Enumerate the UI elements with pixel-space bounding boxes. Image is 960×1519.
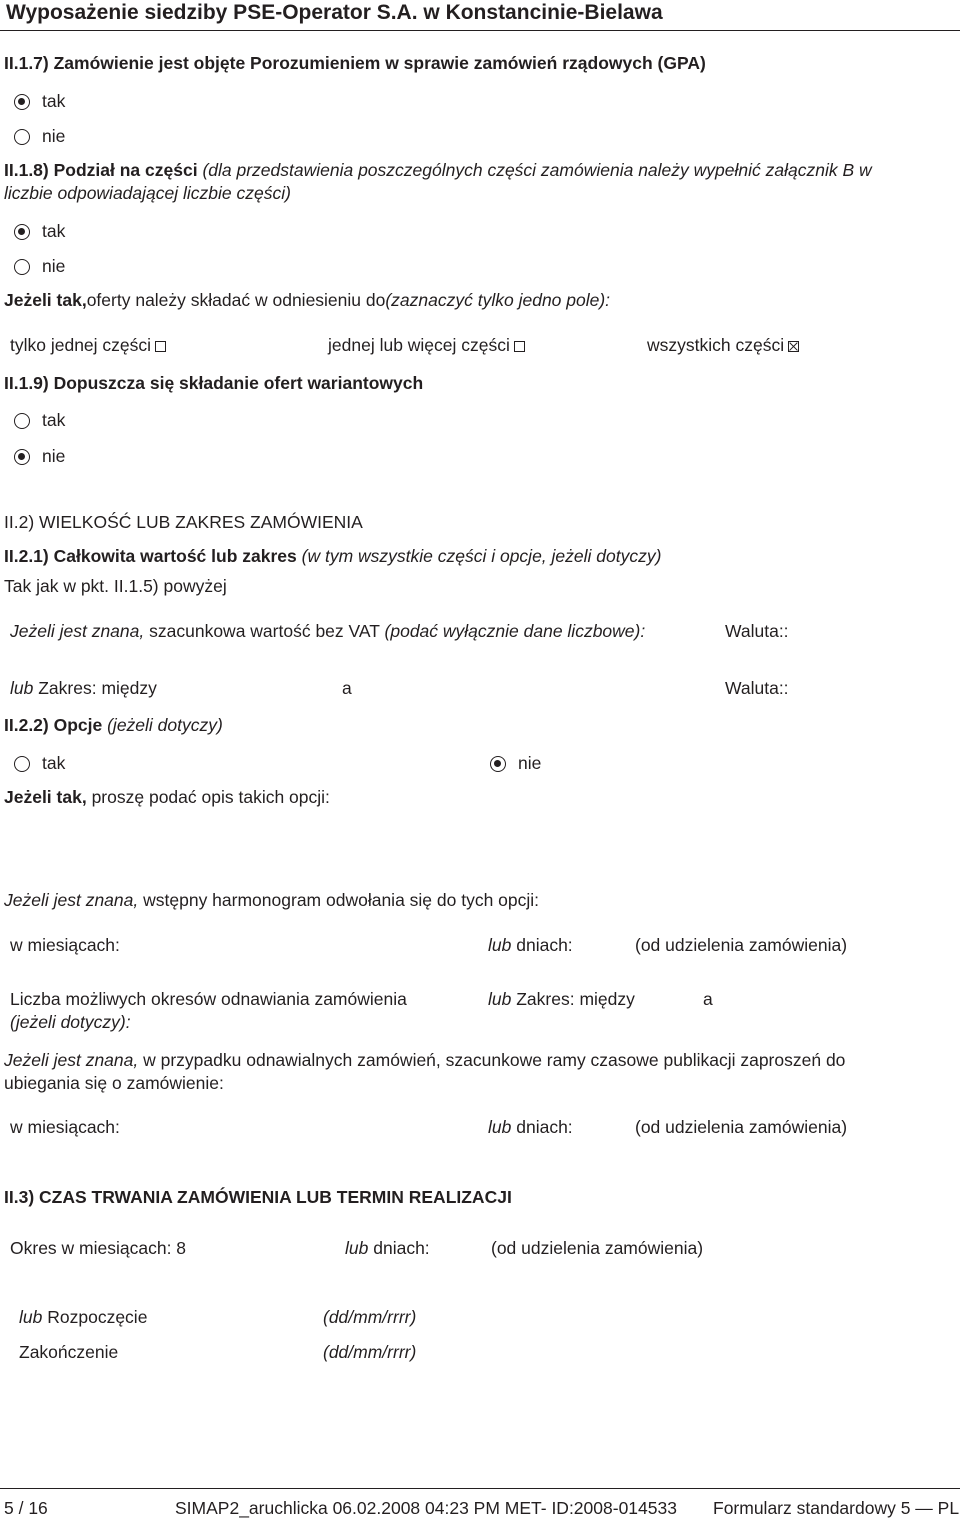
duration-from: (od udzielenia zamówienia) [491, 1238, 704, 1258]
scope-range-text: Zakres: między [38, 678, 157, 698]
options-radio-tak[interactable] [14, 756, 30, 772]
gpa-radio-nie[interactable] [14, 129, 30, 145]
footer-page-number: 5 / 16 [4, 1498, 48, 1518]
schedule-months: w miesiącach: [10, 935, 120, 955]
options-heading-italic: (jeżeli dotyczy) [107, 715, 223, 735]
frame-days [488, 1116, 573, 1138]
page-title: Wyposażenie siedziby PSE-Operator S.A. w Konstancinie-Bielawa [6, 1, 663, 24]
options-heading [4, 714, 223, 736]
scope-currency-2: Waluta:: [725, 678, 789, 698]
footer-form-name: Formularz standardowy 5 — PL [713, 1498, 960, 1518]
duration-days-lub: lub [345, 1238, 369, 1258]
footer-document-id: SIMAP2_aruchlicka 06.02.2008 04:23 PM MET- ID:2008-014533 [175, 1498, 677, 1518]
header-divider [0, 30, 960, 31]
scope-estimate-italic: Jeżeli jest znana, [10, 621, 145, 641]
duration-start [19, 1306, 147, 1328]
frame-text [4, 1049, 845, 1071]
gpa-label-tak: tak [42, 91, 66, 111]
options-desc-bold: Jeżeli tak, [4, 787, 87, 807]
schedule-body: wstępny harmonogram odwołania się do tych opcji: [143, 890, 540, 910]
footer-divider [0, 1488, 960, 1489]
parts-if-yes [4, 289, 610, 311]
parts-heading-bold: II.1.8) Podział na części [4, 160, 198, 180]
options-desc-text: proszę podać opis takich opcji: [91, 787, 330, 807]
parts-heading-line2: liczbie odpowiadającej liczbie części) [4, 183, 291, 203]
parts-label-tak: tak [42, 221, 66, 241]
options-label-nie: nie [518, 753, 542, 773]
renew-range-a: a [703, 989, 713, 1009]
schedule-from: (od udzielenia zamówienia) [635, 935, 848, 955]
frame-italic: Jeżeli jest znana, [4, 1050, 139, 1070]
choice-one-part-checkbox[interactable] [155, 341, 166, 352]
variants-radio-nie[interactable] [14, 449, 30, 465]
options-radio-nie[interactable] [490, 756, 506, 772]
choice-one-part-label: tylko jednej części [10, 335, 152, 355]
variants-radio-tak[interactable] [14, 413, 30, 429]
choice-more-parts-label: jednej lub więcej części [328, 335, 510, 355]
frame-months: w miesiącach: [10, 1117, 120, 1137]
parts-heading [4, 159, 872, 181]
renew-label: Liczba możliwych okresów odnawiania zamówienia [10, 989, 407, 1009]
duration-days [345, 1237, 430, 1259]
choice-more-parts-checkbox[interactable] [514, 341, 525, 352]
frame-from: (od udzielenia zamówienia) [635, 1117, 848, 1137]
scope-total-italic: (w tym wszystkie części i opcje, jeżeli dotyczy) [301, 546, 662, 566]
choice-all-parts[interactable] [647, 334, 799, 356]
frame-days-label: dniach: [516, 1117, 573, 1137]
duration-start-label: Rozpoczęcie [47, 1307, 148, 1327]
scope-total-bold: II.2.1) Całkowita wartość lub zakres [4, 546, 297, 566]
schedule-text [4, 889, 539, 911]
choice-all-parts-label: wszystkich części [647, 335, 785, 355]
scope-estimate-text: szacunkowa wartość bez VAT [149, 621, 380, 641]
parts-radio-tak[interactable] [14, 224, 30, 240]
scope-range-lub: lub [10, 678, 34, 698]
duration-end-format: (dd/mm/rrrr) [323, 1342, 417, 1362]
duration-start-lub: lub [19, 1307, 43, 1327]
scope-range [10, 677, 157, 699]
schedule-days-label: dniach: [516, 935, 573, 955]
parts-if-yes-bold: Jeżeli tak, [4, 290, 87, 310]
schedule-italic: Jeżeli jest znana, [4, 890, 139, 910]
duration-start-format: (dd/mm/rrrr) [323, 1307, 417, 1327]
renew-range-text: Zakres: między [516, 989, 635, 1009]
gpa-radio-tak[interactable] [14, 94, 30, 110]
scope-total-value: Tak jak w pkt. II.1.5) powyżej [4, 576, 227, 596]
options-desc [4, 786, 330, 808]
scope-estimate-italic2: (podać wyłącznie dane liczbowe): [384, 621, 646, 641]
schedule-days [488, 934, 573, 956]
variants-label-tak: tak [42, 410, 66, 430]
choice-more-parts[interactable] [328, 334, 525, 356]
gpa-heading: II.1.7) Zamówienie jest objęte Porozumieniem w sprawie zamówień rządowych (GPA) [4, 53, 706, 73]
frame-body: w przypadku odnawialnych zamówień, szacunkowe ramy czasowe publikacji zaproszeń do [143, 1050, 846, 1070]
scope-currency-1: Waluta:: [725, 621, 789, 641]
parts-radio-nie[interactable] [14, 259, 30, 275]
parts-heading-italic: (dla przedstawienia poszczególnych części zamówienia należy wypełnić załącznik B w [202, 160, 872, 180]
variants-heading: II.1.9) Dopuszcza się składanie ofert wariantowych [4, 373, 424, 393]
schedule-days-lub: lub [488, 935, 512, 955]
scope-total-heading [4, 545, 661, 567]
renew-italic: (jeżeli dotyczy): [10, 1012, 131, 1032]
parts-if-yes-text: oferty należy składać w odniesieniu do [86, 290, 386, 310]
duration-section-title: II.3) CZAS TRWANIA ZAMÓWIENIA LUB TERMIN REALIZACJI [4, 1187, 512, 1207]
variants-label-nie: nie [42, 446, 66, 466]
options-label-tak: tak [42, 753, 66, 773]
choice-all-parts-checkbox[interactable] [788, 341, 799, 352]
parts-if-yes-italic: (zaznaczyć tylko jedno pole): [385, 290, 611, 310]
scope-estimate [10, 620, 645, 642]
scope-section-title: II.2) WIELKOŚĆ LUB ZAKRES ZAMÓWIENIA [4, 512, 363, 532]
options-heading-bold: II.2.2) Opcje [4, 715, 103, 735]
scope-range-a: a [342, 678, 352, 698]
renew-range-lub: lub [488, 989, 512, 1009]
duration-days-label: dniach: [373, 1238, 430, 1258]
frame-days-lub: lub [488, 1117, 512, 1137]
renew-range [488, 988, 635, 1010]
duration-months: Okres w miesiącach: 8 [10, 1238, 187, 1258]
choice-one-part[interactable] [10, 334, 166, 356]
duration-end-label: Zakończenie [19, 1342, 119, 1362]
parts-label-nie: nie [42, 256, 66, 276]
frame-line2: ubiegania się o zamówienie: [4, 1073, 224, 1093]
gpa-label-nie: nie [42, 126, 66, 146]
